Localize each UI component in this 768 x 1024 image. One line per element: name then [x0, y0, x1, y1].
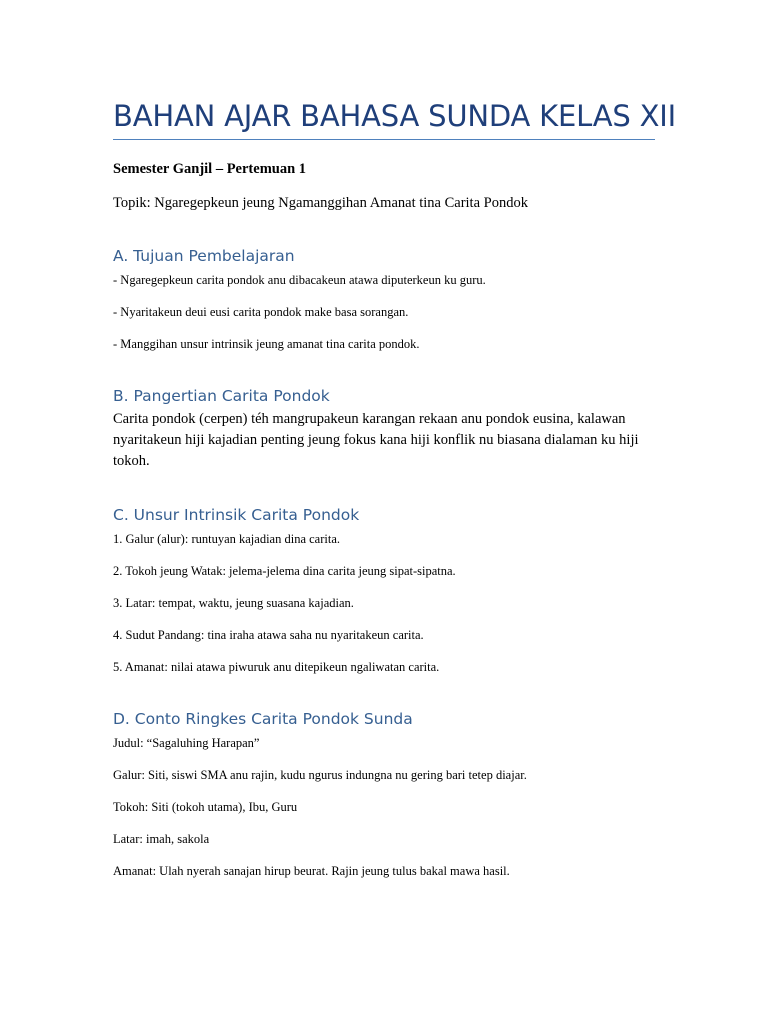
tujuan-item: - Ngaregepkeun carita pondok anu dibacakeun atawa diputerkeun ku guru.: [113, 273, 486, 287]
tujuan-item: - Manggihan unsur intrinsik jeung amanat tina carita pondok.: [113, 337, 420, 351]
section-a-heading: A. Tujuan Pembelajaran: [113, 247, 295, 265]
unsur-item: 2. Tokoh jeung Watak: jelema-jelema dina carita jeung sipat-sipatna.: [113, 564, 456, 578]
topic-line: Topik: Ngaregepkeun jeung Ngamanggihan Amanat tina Carita Pondok: [113, 195, 528, 211]
conto-item: Judul: “Sagaluhing Harapan”: [113, 736, 260, 750]
conto-item: Galur: Siti, siswi SMA anu rajin, kudu ngurus indungna nu gering bari tetep diajar.: [113, 768, 527, 782]
section-c-heading: C. Unsur Intrinsik Carita Pondok: [113, 506, 360, 524]
unsur-item: 5. Amanat: nilai atawa piwuruk anu ditepikeun ngaliwatan carita.: [113, 660, 440, 674]
unsur-item: 4. Sudut Pandang: tina iraha atawa saha nu nyaritakeun carita.: [113, 628, 424, 642]
pangertian-paragraph: Carita pondok (cerpen) téh mangrupakeun karangan rekaan anu pondok eusina, kalawan nyaritakeun hiji kajadian penting jeung fokus kana hiji konflik nu biasana dialaman ku hiji tokoh.: [113, 411, 639, 469]
document-title: BAHAN AJAR BAHASA SUNDA KELAS XII: [113, 99, 676, 133]
semester-label: Semester Ganjil – Pertemuan 1: [113, 161, 307, 177]
section-b-heading: B. Pangertian Carita Pondok: [113, 387, 330, 405]
section-d-heading: D. Conto Ringkes Carita Pondok Sunda: [113, 710, 413, 728]
conto-item: Tokoh: Siti (tokoh utama), Ibu, Guru: [113, 800, 298, 814]
unsur-item: 3. Latar: tempat, waktu, jeung suasana kajadian.: [113, 596, 354, 610]
conto-item: Latar: imah, sakola: [113, 832, 210, 846]
unsur-item: 1. Galur (alur): runtuyan kajadian dina carita.: [113, 532, 340, 546]
title-underline: [113, 139, 655, 140]
conto-item: Amanat: Ulah nyerah sanajan hirup beurat. Rajin jeung tulus bakal mawa hasil.: [113, 864, 510, 878]
tujuan-item: - Nyaritakeun deui eusi carita pondok make basa sorangan.: [113, 305, 409, 319]
